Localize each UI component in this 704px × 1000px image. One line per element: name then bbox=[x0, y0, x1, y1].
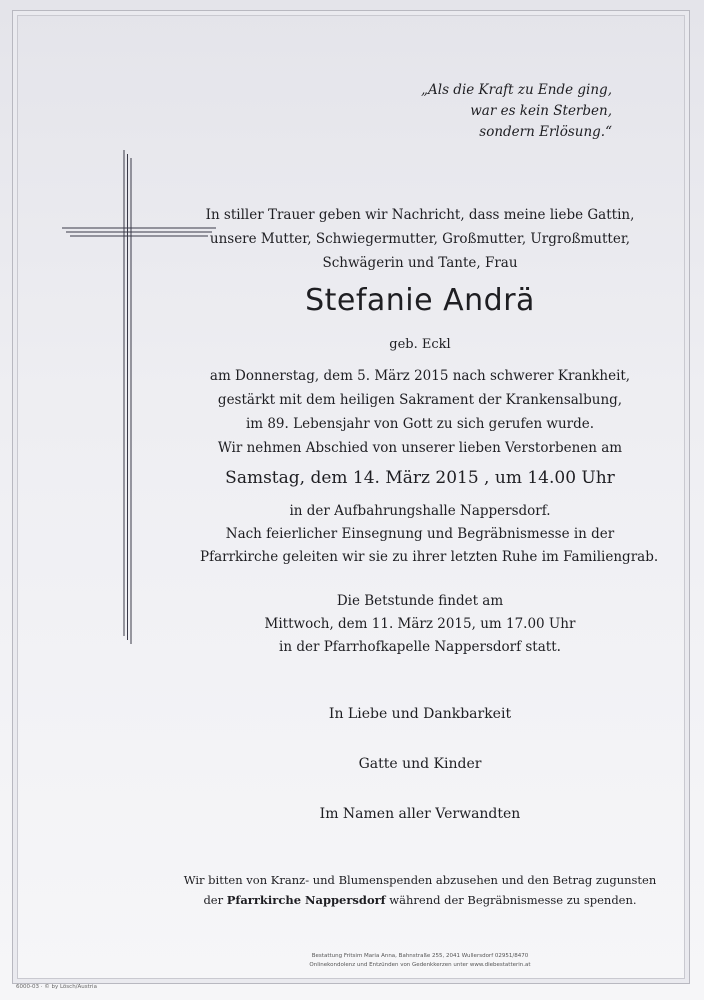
quote bbox=[352, 80, 612, 143]
prayer-line: Die Betstunde findet am bbox=[336, 593, 504, 609]
prayer-line: Mittwoch, dem 11. März 2015, um 17.00 Uhr bbox=[264, 616, 576, 632]
service-line: Nach feierlicher Einsegnung und Begräbnismesse in der bbox=[225, 526, 615, 542]
funeral-home-footer bbox=[200, 952, 640, 970]
donation-line bbox=[140, 890, 700, 910]
service-details bbox=[200, 500, 659, 569]
intro-line: unsere Mutter, Schwiegermutter, Großmutter, Urgroßmutter, bbox=[209, 231, 631, 247]
prayer-hour bbox=[200, 590, 640, 659]
cross-icon bbox=[58, 148, 218, 648]
donation-request bbox=[140, 870, 700, 910]
signature bbox=[200, 706, 640, 856]
announcement-intro bbox=[200, 203, 640, 275]
donation-text: während der Begräbnismesse zu spenden. bbox=[385, 893, 637, 907]
donation-text: der bbox=[203, 893, 227, 907]
footer-line: Bestattung Fritsim Maria Anna, Bahnstraße 255, 2041 Wullersdorf 02951/8470 bbox=[311, 953, 529, 959]
death-line: im 89. Lebensjahr von Gott zu sich gerufen wurde. bbox=[245, 416, 595, 432]
death-details bbox=[200, 364, 640, 436]
footer-line: Onlinekondolenz und Entzünden von Gedenkkerzen unter www.diebestatterin.at bbox=[309, 962, 531, 968]
maiden-name: geb. Eckl bbox=[389, 337, 451, 352]
funeral-date: Samstag, dem 14. März 2015 , um 14.00 Uhr bbox=[225, 468, 615, 488]
intro-line: In stiller Trauer geben wir Nachricht, dass meine liebe Gattin, bbox=[205, 207, 635, 223]
service-line: Pfarrkirche geleiten wir sie zu ihrer letzten Ruhe im Familiengrab. bbox=[200, 549, 659, 565]
farewell-line: Wir nehmen Abschied von unserer lieben Verstorbenen am bbox=[217, 440, 623, 456]
deceased-name: Stefanie Andrä bbox=[305, 283, 535, 318]
quote-line: „Als die Kraft zu Ende ging, bbox=[421, 82, 612, 98]
donation-line: Wir bitten von Kranz- und Blumenspenden abzusehen und den Betrag zugunsten bbox=[183, 873, 657, 887]
signature-line: Im Namen aller Verwandten bbox=[319, 806, 521, 822]
death-line: am Donnerstag, dem 5. März 2015 nach schwerer Krankheit, bbox=[209, 368, 631, 384]
prayer-line: in der Pfarrhofkapelle Nappersdorf statt. bbox=[279, 639, 561, 655]
donation-recipient: Pfarrkirche Nappersdorf bbox=[226, 893, 386, 907]
quote-line: war es kein Sterben, bbox=[470, 103, 612, 119]
service-line: in der Aufbahrungshalle Nappersdorf. bbox=[289, 503, 551, 519]
print-code: 6000-03 · © by Lösch/Austria bbox=[16, 984, 97, 990]
signature-line: Gatte und Kinder bbox=[358, 756, 482, 772]
death-line: gestärkt mit dem heiligen Sakrament der Krankensalbung, bbox=[217, 392, 623, 408]
quote-line: sondern Erlösung.“ bbox=[479, 124, 612, 140]
intro-line: Schwägerin und Tante, Frau bbox=[322, 255, 518, 271]
signature-line: In Liebe und Dankbarkeit bbox=[328, 706, 512, 722]
